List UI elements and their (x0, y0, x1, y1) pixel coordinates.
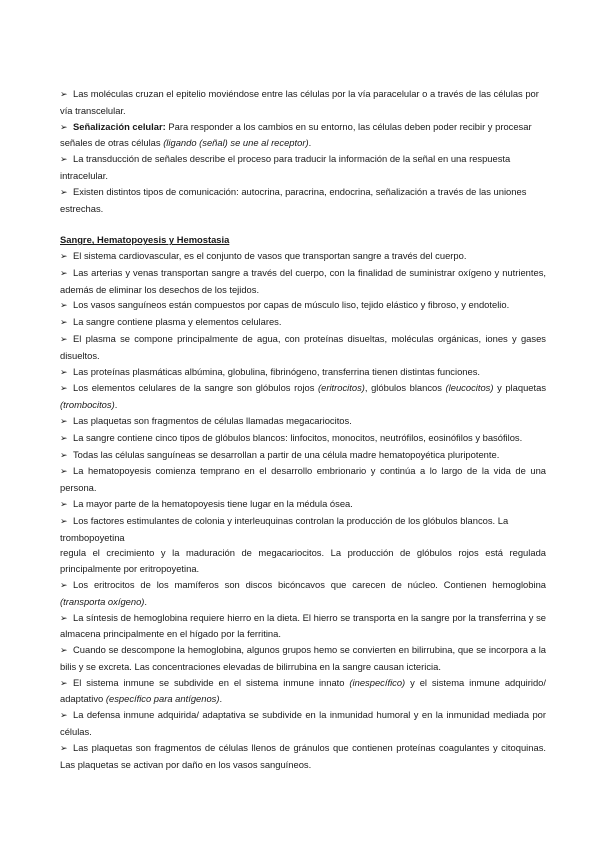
intro-paragraph-1: ➢ Las moléculas cruzan el epitelio moviéndose entre las células por la vía paracelular o a través de las células por vía transcelular. (60, 88, 539, 116)
list-item-continuation: regula el crecimiento y la maduración de megacariocitos. La producción de glóbulos rojos está regulada principalmente por eritropoyetina. (60, 547, 546, 575)
list-item: ➢ Las plaquetas son fragmentos de células llenos de gránulos que contienen proteínas coagulantes y citoquinas. Las plaquetas se activan por daño en los vasos sanguíneos. (60, 741, 546, 770)
arrow-bullet-icon: ➢ (60, 186, 68, 197)
arrow-bullet-icon: ➢ (60, 742, 68, 753)
list-item: ➢ La sangre contiene plasma y elementos celulares. (60, 314, 546, 331)
arrow-bullet-icon: ➢ (60, 250, 68, 261)
arrow-bullet-icon: ➢ (60, 415, 68, 426)
arrow-bullet-icon: ➢ (60, 383, 68, 394)
list-item: ➢ Todas las células sanguíneas se desarrollan a partir de una célula madre hematopoyética pluripotente. (60, 447, 546, 464)
list-item: ➢ Las arterias y venas transportan sangre a través del cuerpo, con la finalidad de suministrar oxígeno y nutrientes, además de eliminar los desechos de los tejidos. (60, 266, 546, 295)
list-item: ➢ Los factores estimulantes de colonia y interleuquinas controlan la producción de los glóbulos blancos. La trombopoyetina (60, 514, 509, 543)
arrow-bullet-icon: ➢ (60, 317, 68, 328)
list-item: ➢ La mayor parte de la hematopoyesis tiene lugar en la médula ósea. (60, 496, 546, 513)
document-page (60, 86, 546, 772)
section-heading: Sangre, Hematopoyesis y Hemostasia (60, 234, 230, 246)
list-item: ➢ Cuando se descompone la hemoglobina, algunos grupos hemo se convierten en bilirrubina, que se incorpora a la bilis y se excreta. Las concentraciones elevadas de bilirrubina en la sangre causan ictericia. (60, 644, 546, 672)
arrow-bullet-icon: ➢ (60, 449, 68, 460)
arrow-bullet-icon: ➢ (60, 579, 68, 590)
list-item: ➢ Las plaquetas son fragmentos de células llamadas megacariocitos. (60, 413, 546, 430)
arrow-bullet-icon: ➢ (60, 515, 68, 526)
list-item: ➢ La síntesis de hemoglobina requiere hierro en la dieta. El hierro se transporta en la sangre por la transferrina y se almacena principalmente en el hígado por la ferritina. (60, 611, 546, 640)
list-item: ➢ Las proteínas plasmáticas albúmina, globulina, fibrinógeno, transferrina tienen distintas funciones. (60, 364, 546, 381)
arrow-bullet-icon: ➢ (60, 432, 68, 443)
arrow-bullet-icon: ➢ (60, 366, 68, 377)
list-item: ➢ El plasma se compone principalmente de agua, con proteínas disueltas, moléculas orgánicas, iones y gases disueltos. (60, 332, 546, 361)
arrow-bullet-icon: ➢ (60, 645, 68, 656)
arrow-bullet-icon: ➢ (60, 710, 68, 721)
list-item: ➢ La sangre contiene cinco tipos de glóbulos blancos: linfocitos, monocitos, neutrófilos, eosinófilos y basófilos. (60, 430, 546, 447)
arrow-bullet-icon: ➢ (60, 677, 68, 688)
arrow-bullet-icon: ➢ (60, 333, 68, 344)
list-item: ➢ Los eritrocitos de los mamíferos son discos bicóncavos que carecen de núcleo. Contienen hemoglobina (transporta oxígeno). (60, 578, 546, 607)
arrow-bullet-icon: ➢ (60, 466, 68, 477)
arrow-bullet-icon: ➢ (60, 612, 68, 623)
arrow-bullet-icon: ➢ (60, 267, 68, 278)
arrow-bullet-icon: ➢ (60, 154, 68, 165)
intro-paragraph-3: ➢ La transducción de señales describe el proceso para traducir la información de la señal en una respuesta intracelular. (60, 153, 511, 181)
arrow-bullet-icon: ➢ (60, 498, 68, 509)
list-item: ➢ Los elementos celulares de la sangre son glóbulos rojos (eritrocitos), glóbulos blancos (leucocitos) y plaquetas (trombocitos). (60, 382, 547, 411)
intro-paragraph-4: ➢ Existen distintos tipos de comunicación: autocrina, paracrina, endocrina, señalización a través de las uniones estrechas. (60, 185, 527, 214)
list-item: ➢ Los vasos sanguíneos están compuestos por capas de músculo liso, tejido elástico y fibroso, y endotelio. (60, 297, 546, 314)
list-item: ➢ El sistema cardiovascular, es el conjunto de vasos que transportan sangre a través del cuerpo. (60, 248, 546, 265)
arrow-bullet-icon: ➢ (60, 121, 68, 132)
intro-paragraph-2: ➢ Señalización celular: Para responder a los cambios en su entorno, las células deben poder recibir y procesar señales de otras células (ligando (señal) se une al receptor). (60, 120, 532, 149)
list-item: ➢ La hematopoyesis comienza temprano en el desarrollo embrionario y continúa a lo largo de la vida de una persona. (60, 465, 546, 494)
arrow-bullet-icon: ➢ (60, 89, 68, 99)
arrow-bullet-icon: ➢ (60, 300, 68, 311)
list-item: ➢ El sistema inmune se subdivide en el sistema inmune innato (inespecífico) y el sistema inmune adquirido/ adaptativo (específico para antígenos). (60, 676, 546, 705)
list-item: ➢ La defensa inmune adquirida/ adaptativa se subdivide en la inmunidad humoral y en la inmunidad mediada por células. (60, 709, 546, 738)
